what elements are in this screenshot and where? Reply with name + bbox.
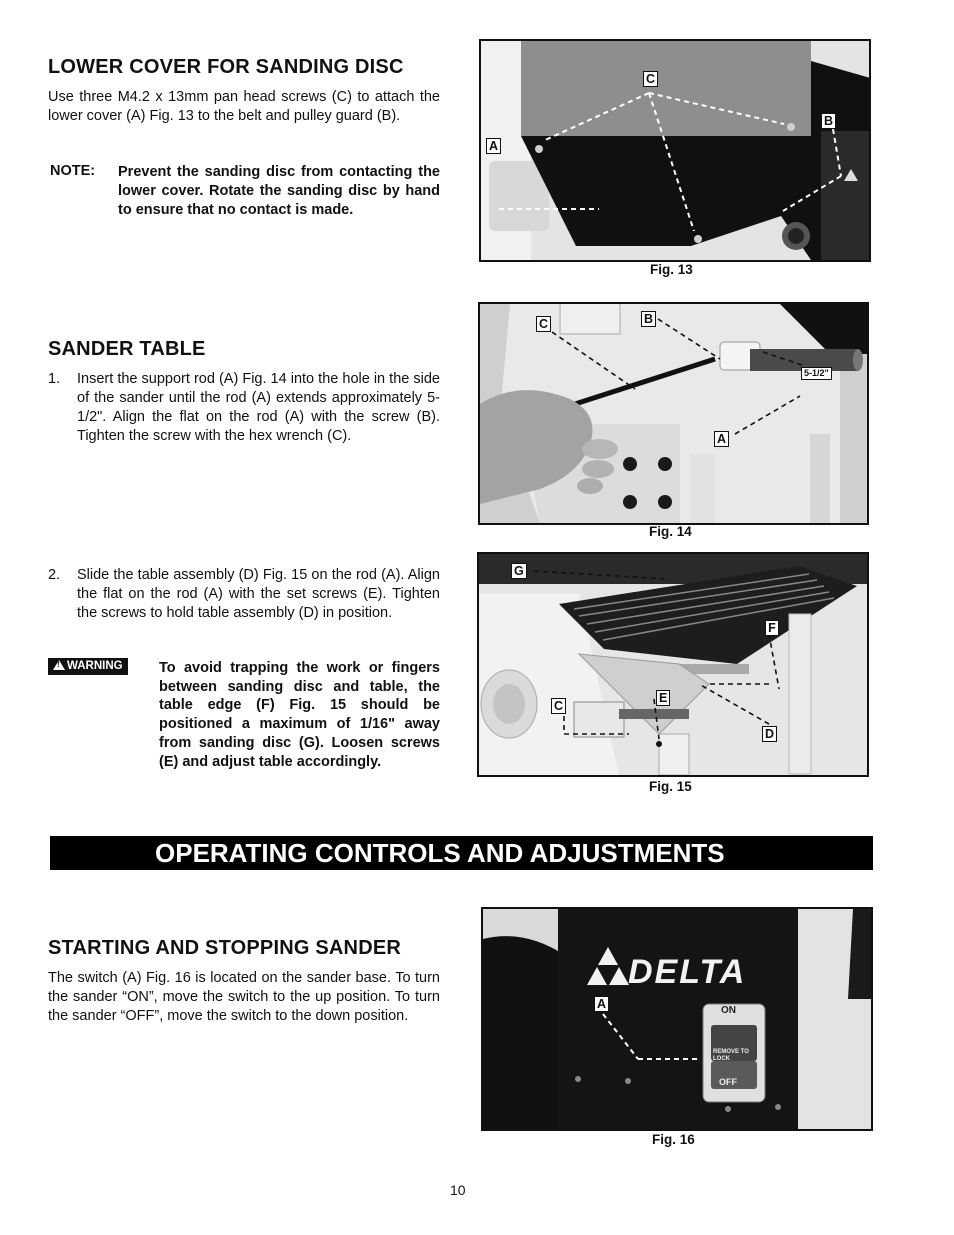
fig15-label-g: G (511, 563, 527, 579)
step-text: Slide the table assembly (D) Fig. 15 on the rod (A). Align the flat on the rod (A) with the set screws (E). Tighten the screws to hold table assembly (D) in position. (77, 567, 440, 621)
fig14-label-a: A (714, 431, 729, 447)
fig13-caption: Fig. 13 (650, 262, 693, 277)
fig16-caption: Fig. 16 (652, 1132, 695, 1147)
page-number: 10 (450, 1182, 466, 1198)
figure-15-photo (477, 552, 869, 777)
step-text: Insert the support rod (A) Fig. 14 into the hole in the side of the sander until the rod (A) extends approximately 5-1/2". Align the flat on the rod (A) with the screw (B). Tighten the screw with the hex wrench (C). (77, 371, 440, 444)
fig15-caption: Fig. 15 (649, 779, 692, 794)
start-stop-heading: STARTING AND STOPPING SANDER (48, 937, 402, 959)
fig15-label-f: F (765, 620, 779, 636)
step-number: 2. (48, 567, 61, 583)
fig14-caption: Fig. 14 (649, 524, 692, 539)
section-banner: OPERATING CONTROLS AND ADJUSTMENTS (50, 836, 873, 870)
sander-table-step-2 (48, 566, 440, 646)
fig15-label-d: D (762, 726, 777, 742)
fig14-label-b: B (641, 311, 656, 327)
start-stop-body: The switch (A) Fig. 16 is located on the sander base. To turn the sander “ON”, move the switch to the up position. To turn the sander “OFF”, move the switch to the down position. (48, 970, 440, 1024)
warning-badge (48, 658, 128, 675)
figure-16-illustration (483, 909, 871, 1129)
figure-15-illustration (479, 554, 867, 775)
fig14-label-c: C (536, 316, 551, 332)
lower-cover-heading: LOWER COVER FOR SANDING DISC (48, 56, 404, 78)
fig16-label-a: A (594, 996, 609, 1012)
figure-13-photo (479, 39, 871, 262)
figure-16-photo (481, 907, 873, 1131)
sander-table-heading: SANDER TABLE (48, 338, 206, 360)
fig16-switch-off-label: OFF (719, 1077, 737, 1087)
fig13-label-b: B (821, 113, 836, 129)
note-text: Prevent the sanding disc from contacting the lower cover. Rotate the sanding disc by hand to ensure that no contact is made. (118, 164, 440, 218)
warning-triangle-icon (53, 660, 65, 670)
fig13-label-a: A (486, 138, 501, 154)
fig14-label-dimension: 5-1/2" (801, 367, 832, 380)
figure-14-illustration (480, 304, 867, 523)
step-number: 1. (48, 371, 61, 387)
figure-13-illustration (481, 41, 869, 260)
note-label: NOTE: (50, 163, 96, 179)
lower-cover-body: Use three M4.2 x 13mm pan head screws (C) to attach the lower cover (A) Fig. 13 to the belt and pulley guard (B). (48, 89, 440, 124)
warning-badge-label: WARNING (67, 660, 123, 672)
figure-14-photo (478, 302, 869, 525)
fig16-switch-on-label: ON (721, 1005, 736, 1016)
fig15-label-e: E (656, 690, 670, 706)
fig13-label-c: C (643, 71, 658, 87)
sander-table-step-1 (48, 370, 440, 470)
warning-text: To avoid trapping the work or fingers between sanding disc and table, the table edge (F) Fig. 15 should be positioned a maximum of 1/16" away from sanding disc (G). Loosen screws (E) and adjust table accordingly. (159, 660, 440, 770)
fig16-switch-key-label: REMOVE TO LOCK (713, 1049, 749, 1062)
fig15-label-c: C (551, 698, 566, 714)
fig16-brand-logo: DELTA (628, 953, 747, 991)
